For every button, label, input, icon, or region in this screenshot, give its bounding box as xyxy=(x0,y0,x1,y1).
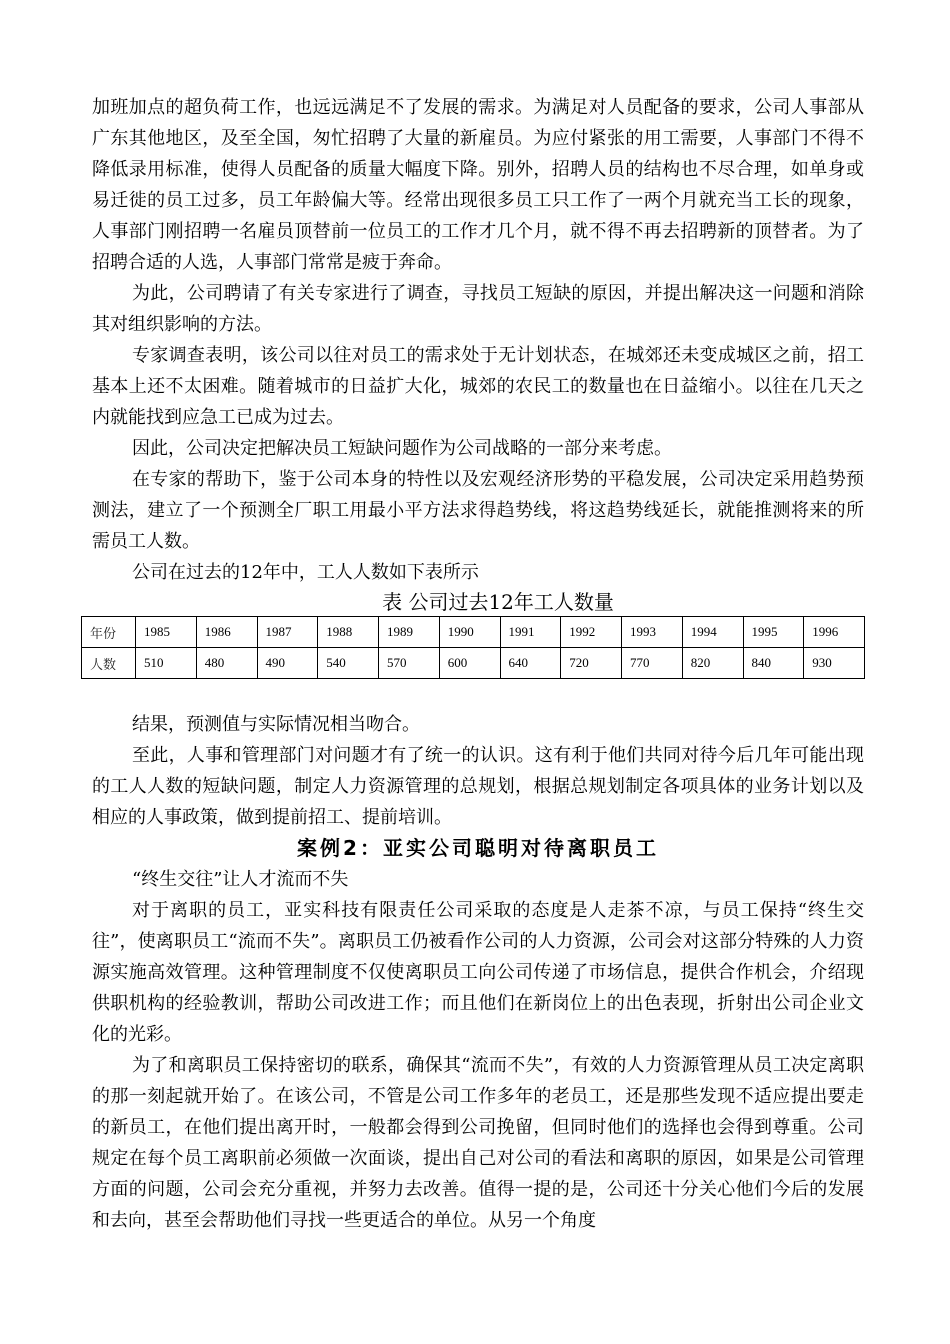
workers-table xyxy=(81,616,865,679)
table-cell-workers: 640 xyxy=(500,648,561,679)
table-cell-year: 1994 xyxy=(682,617,743,648)
case2-title: 案例2：亚实公司聪明对待离职员工 xyxy=(297,836,659,860)
table-cell-workers: 930 xyxy=(804,648,865,679)
paragraph-trend-method: 在专家的帮助下，鉴于公司本身的特性以及宏观经济形势的平稳发展，公司决定采用趋势预测法，建立了一个预测全厂职工用最小平方法求得趋势线，将这趋势线延长，就能推测将来的所需员工人数。 xyxy=(92,469,864,552)
case2-paragraph-exit-interview: 为了和离职员工保持密切的联系，确保其“流而不失”，有效的人力资源管理从员工决定离职的那一刻起就开始了。在该公司，不管是公司工作多年的老员工，还是那些发现不适应提出要走的新员工，在他们提出离开时，一般都会得到公司挽留，但同时他们的选择也会得到尊重。公司规定在每个员工离职前必须做一次面谈，提出自己对公司的看法和离职的原因，如果是公司管理方面的问题，公司会充分重视，并努力去改善。值得一提的是，公司还十分关心他们今后的发展和去向，甚至会帮助他们寻找一些更适合的单位。从另一个角度 xyxy=(92,1055,864,1231)
table-cell-workers: 490 xyxy=(257,648,318,679)
table-cell-year: 1989 xyxy=(379,617,440,648)
table-cell-workers: 720 xyxy=(561,648,622,679)
table-cell-workers: 570 xyxy=(379,648,440,679)
table-cell-workers: 510 xyxy=(136,648,197,679)
table-cell-year: 1988 xyxy=(318,617,379,648)
table-caption: 表 公司过去12年工人数量 xyxy=(382,590,614,614)
table-cell-year: 1985 xyxy=(136,617,197,648)
table-cell-workers: 540 xyxy=(318,648,379,679)
table-cell-year: 1991 xyxy=(500,617,561,648)
table-cell-year: 1986 xyxy=(196,617,257,648)
table-cell-workers: 480 xyxy=(196,648,257,679)
table-row-years xyxy=(82,617,865,648)
table-cell-workers: 840 xyxy=(743,648,804,679)
row-label-year: 年份 xyxy=(82,617,136,648)
table-row-workers xyxy=(82,648,865,679)
paragraph-strategy: 因此，公司决定把解决员工短缺问题作为公司战略的一部分来考虑。 xyxy=(132,438,672,459)
table-cell-workers: 770 xyxy=(622,648,683,679)
table-cell-workers: 600 xyxy=(439,648,500,679)
paragraph-table-intro: 公司在过去的12年中，工人人数如下表所示 xyxy=(132,562,479,583)
table-cell-workers: 820 xyxy=(682,648,743,679)
table-cell-year: 1996 xyxy=(804,617,865,648)
paragraph-consensus: 至此，人事和管理部门对问题才有了统一的认识。这有利于他们共同对待今后几年可能出现的工人人数的短缺问题，制定人力资源管理的总规划，根据总规划制定各项具体的业务计划以及相应的人事政策，做到提前招工、提前培训。 xyxy=(92,745,864,828)
paragraph-experts-hired: 为此，公司聘请了有关专家进行了调查，寻找员工短缺的原因，并提出解决这一问题和消除其对组织影响的方法。 xyxy=(92,283,864,335)
case2-paragraph-attitude: 对于离职的员工，亚实科技有限责任公司采取的态度是人走茶不凉，与员工保持“终生交往”，使离职员工“流而不失”。离职员工仍被看作公司的人力资源，公司会对这部分特殊的人力资源实施高效管理。这种管理制度不仅使离职员工向公司传递了市场信息，提供合作机会，介绍现供职机构的经验教训，帮助公司改进工作；而且他们在新岗位上的出色表现，折射出公司企业文化的光彩。 xyxy=(92,900,864,1045)
case2-subtitle: “终生交往”让人才流而不失 xyxy=(132,869,349,890)
table-cell-year: 1993 xyxy=(622,617,683,648)
table-cell-year: 1992 xyxy=(561,617,622,648)
row-label-workers: 人数 xyxy=(82,648,136,679)
table-cell-year: 1987 xyxy=(257,617,318,648)
table-cell-year: 1990 xyxy=(439,617,500,648)
table-cell-year: 1995 xyxy=(743,617,804,648)
document-page xyxy=(92,92,864,1236)
paragraph-overtime: 加班加点的超负荷工作，也远远满足不了发展的需求。为满足对人员配备的要求，公司人事部从广东其他地区，及至全国，匆忙招聘了大量的新雇员。为应付紧张的用工需要，人事部门不得不降低录用标准，使得人员配备的质量大幅度下降。别外，招聘人员的结构也不尽合理，如单身或易迁徙的员工过多，员工年龄偏大等。经常出现很多员工只工作了一两个月就充当工长的现象，人事部门刚招聘一名雇员顶替前一位员工的工作才几个月，就不得不再去招聘新的顶替者。为了招聘合适的人选，人事部门常常是疲于奔命。 xyxy=(92,97,864,273)
paragraph-survey-findings: 专家调查表明，该公司以往对员工的需求处于无计划状态，在城郊还未变成城区之前，招工基本上还不太困难。随着城市的日益扩大化，城郊的农民工的数量也在日益缩小。以往在几天之内就能找到应急工已成为过去。 xyxy=(92,345,864,428)
paragraph-result: 结果，预测值与实际情况相当吻合。 xyxy=(132,714,420,735)
